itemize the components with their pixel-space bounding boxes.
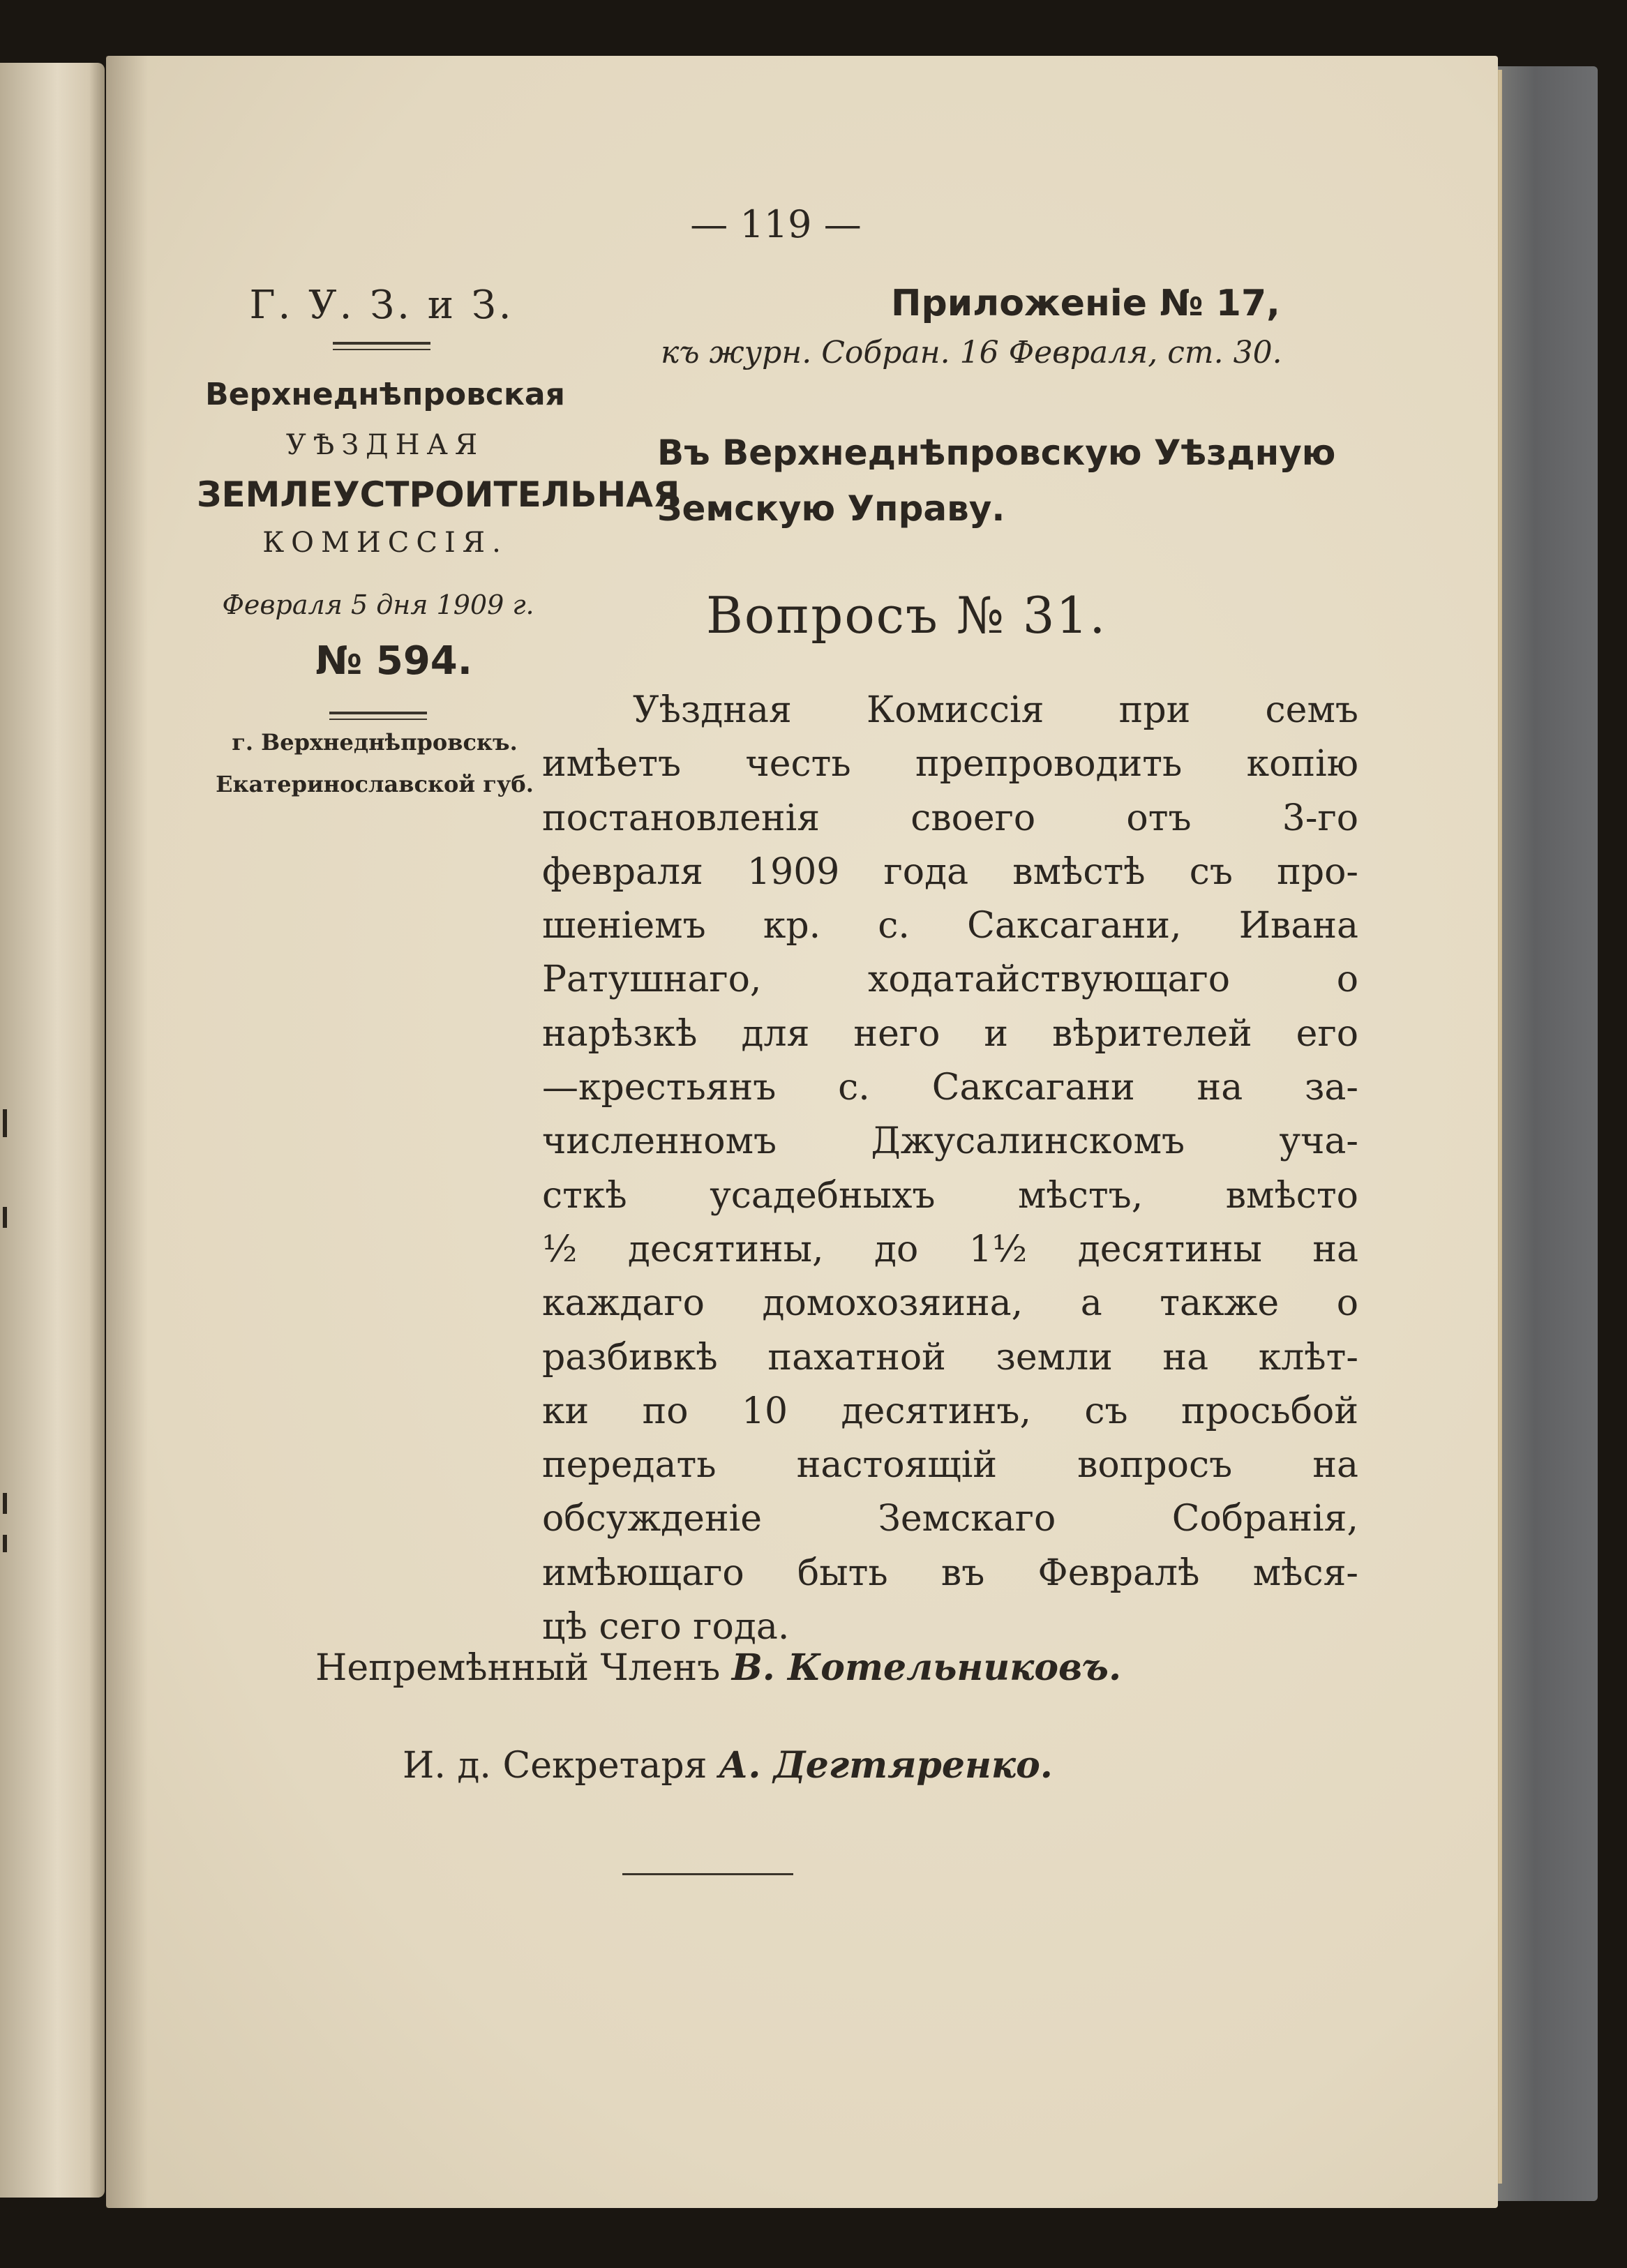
body-line: ки по 10 десятинъ, съ просьбой <box>542 1390 1358 1432</box>
city-line1: г. Верхнеднѣпровскъ. <box>232 729 518 756</box>
left-page-edge <box>0 63 105 2198</box>
body-line: шеніемъ кр. с. Саксагани, Ивана <box>542 905 1358 947</box>
gutter-shadow <box>106 56 148 2208</box>
double-rule <box>333 342 430 345</box>
body-line: цѣ сего года. <box>542 1606 790 1649</box>
body-line: имѣющаго быть въ Февралѣ мѣся- <box>542 1552 1358 1594</box>
body-line: Уѣздная Комиссія при семъ <box>633 689 1358 731</box>
signature-member-name: В. Котельниковъ. <box>731 1646 1122 1689</box>
document-number: № 594. <box>315 638 473 684</box>
body-line: постановленія своего отъ 3-го <box>542 797 1358 839</box>
dept-name-line1: Верхнеднѣпровская <box>205 377 565 412</box>
address-line2: Земскую Управу. <box>657 488 1005 529</box>
body-paragraph <box>542 684 1358 1654</box>
closing-rule <box>622 1873 793 1875</box>
body-line: каждаго домохозяина, а также о <box>542 1282 1358 1325</box>
body-line: февраля 1909 года вмѣстѣ съ про- <box>542 850 1358 893</box>
body-line: —крестьянъ с. Саксагани на за- <box>542 1067 1358 1109</box>
document-page <box>106 56 1498 2208</box>
page-number: — 119 — <box>690 202 862 246</box>
left-page-ink-mark <box>3 1535 7 1552</box>
signature-member-title: Непремѣнный Членъ <box>315 1647 721 1689</box>
body-line: Ратушнаго, ходатайствующаго о <box>542 959 1358 1001</box>
signature-secretary-title: И. д. Секретаря <box>403 1745 707 1787</box>
signature-secretary <box>403 1744 1053 1787</box>
body-line: нарѣзкѣ для него и вѣрителей его <box>542 1012 1358 1055</box>
appendix-reference: къ журн. Собран. 16 Февраля, ст. 30. <box>661 335 1282 370</box>
body-line: ½ десятины, до 1½ десятины на <box>542 1228 1358 1270</box>
signature-member <box>315 1646 1121 1689</box>
dept-name-line3: ЗЕМЛЕУСТРОИТЕЛЬНАЯ <box>197 474 680 515</box>
address-line1: Въ Верхнеднѣпровскую Уѣздную <box>657 433 1336 473</box>
body-line: численномъ Джусалинскомъ уча- <box>542 1120 1358 1163</box>
left-page-ink-mark <box>3 1207 7 1228</box>
book-cover-spine <box>1493 66 1598 2201</box>
left-page-ink-mark <box>3 1493 7 1514</box>
double-rule <box>329 712 427 714</box>
signature-secretary-name: А. Дегтяренко. <box>719 1744 1053 1787</box>
double-rule <box>333 349 430 350</box>
body-line: обсужденіе Земскаго Собранія, <box>542 1498 1358 1540</box>
double-rule <box>329 719 427 720</box>
question-title: Вопросъ № 31. <box>706 586 1107 645</box>
appendix-label: Приложеніе № 17, <box>891 283 1280 324</box>
city-line2: Екатеринославской губ. <box>216 771 534 797</box>
dept-name-line4: КОМИССІЯ. <box>262 527 508 559</box>
body-line: разбивкѣ пахатной земли на клѣт- <box>542 1336 1358 1379</box>
body-line: имѣетъ честь препроводить копію <box>542 743 1358 786</box>
left-page-ink-mark <box>3 1109 7 1137</box>
dept-name-line2: УѢЗДНАЯ <box>285 429 485 461</box>
agency-abbreviation: Г. У. З. и З. <box>249 283 514 328</box>
document-date: Февраля 5 дня 1909 г. <box>222 589 534 620</box>
body-line: сткѣ усадебныхъ мѣстъ, вмѣсто <box>542 1174 1358 1217</box>
body-line: передать настоящій вопросъ на <box>542 1444 1358 1487</box>
